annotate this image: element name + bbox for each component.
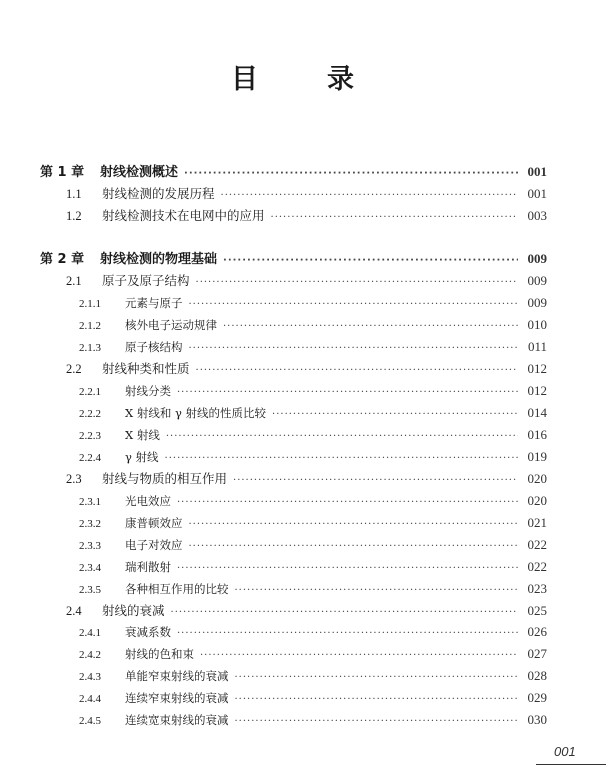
- toc-entry-number: 2.4: [66, 604, 82, 618]
- toc-entry-label: 连续窄束射线的衰减: [125, 691, 229, 705]
- toc-entry-label: 射线检测技术在电网中的应用: [102, 208, 265, 223]
- toc-entry-number: 2.3.2: [79, 518, 101, 530]
- toc-entry-number: 2.2.4: [79, 452, 101, 464]
- toc-entry-page: 001: [527, 164, 547, 179]
- toc-entry-subsection[interactable]: [79, 293, 547, 313]
- toc-entry-page: 026: [527, 624, 547, 639]
- toc-entry-page: 009: [527, 273, 547, 288]
- toc-entry-number: 2.4.2: [79, 649, 101, 661]
- toc-entry-section[interactable]: [66, 359, 547, 379]
- toc-leader-dots: [200, 646, 518, 666]
- toc-entry-subsection[interactable]: [79, 557, 547, 577]
- toc-entry-label: 射线分类: [125, 384, 171, 398]
- toc-entry-label: 连续宽束射线的衰减: [125, 713, 229, 727]
- toc-entry-page: 011: [527, 339, 547, 354]
- toc-leader-dots: [271, 208, 518, 228]
- toc-title-char-1: 目: [231, 64, 258, 95]
- toc-entry-page: 001: [527, 186, 547, 201]
- toc-entry-page: 009: [527, 295, 547, 310]
- toc-leader-dots: [189, 537, 519, 557]
- footer-rule: [536, 764, 606, 765]
- toc-entry-section[interactable]: [66, 184, 547, 204]
- toc-leader-dots: [177, 493, 518, 513]
- toc-entry-label: 射线的色和束: [125, 647, 194, 661]
- toc-entry-number: 2.3: [66, 472, 82, 486]
- toc-entry-page: 021: [527, 515, 547, 530]
- toc-entry-page: 010: [527, 317, 547, 332]
- toc-entry-subsection[interactable]: [79, 622, 547, 642]
- toc-entry-section[interactable]: [66, 469, 547, 489]
- toc-entry-number: 第 1 章: [40, 165, 85, 180]
- toc-entry-number: 2.1.3: [79, 342, 101, 354]
- toc-entry-page: 019: [527, 449, 547, 464]
- toc-entry-subsection[interactable]: [79, 666, 547, 686]
- toc-entry-page: 012: [527, 383, 547, 398]
- toc-leader-dots: [165, 449, 518, 469]
- toc-entry-subsection[interactable]: [79, 535, 547, 555]
- toc-entry-page: 027: [527, 646, 547, 661]
- toc-entry-number: 2.2.3: [79, 430, 101, 442]
- toc-entry-number: 2.1.1: [79, 298, 101, 310]
- toc-entry-label: 各种相互作用的比较: [125, 582, 229, 596]
- toc-entry-page: 016: [527, 427, 547, 442]
- toc-entry-number: 2.3.1: [79, 496, 101, 508]
- toc-entry-subsection[interactable]: [79, 513, 547, 533]
- toc-entry-number: 2.2.1: [79, 386, 101, 398]
- toc-leader-dots: [235, 690, 519, 710]
- toc-leader-dots: [177, 383, 518, 403]
- toc-entry-number: 2.2.2: [79, 408, 101, 420]
- toc-entry-number: 2.1: [66, 274, 82, 288]
- toc-title-char-2: 录: [327, 64, 354, 95]
- toc-entry-subsection[interactable]: [79, 315, 547, 335]
- toc-entry-label: 射线检测概述: [100, 165, 179, 180]
- toc-entry-chapter[interactable]: [40, 249, 547, 269]
- toc-leader-dots: [221, 186, 518, 206]
- toc-entry-label: 单能窄束射线的衰减: [125, 669, 229, 683]
- toc-entry-section[interactable]: [66, 271, 547, 291]
- toc-entry-number: 2.1.2: [79, 320, 101, 332]
- toc-entry-label: 原子及原子结构: [102, 273, 190, 288]
- toc-leader-dots: [189, 515, 519, 535]
- toc-entry-page: 025: [527, 603, 547, 618]
- toc-entry-number: 2.3.5: [79, 584, 101, 596]
- toc-entry-number: 第 2 章: [40, 252, 85, 267]
- toc-entry-page: 012: [527, 361, 547, 376]
- toc-entry-subsection[interactable]: [79, 579, 547, 599]
- toc-entry-page: 020: [527, 493, 547, 508]
- toc-leader-dots: [223, 251, 518, 271]
- toc-entry-number: 2.2: [66, 362, 82, 376]
- toc-entry-subsection[interactable]: [79, 447, 547, 467]
- toc-entry-label: 射线种类和性质: [102, 361, 190, 376]
- toc-entry-label: 康普顿效应: [125, 516, 183, 530]
- toc-entry-number: 2.4.4: [79, 693, 101, 705]
- toc-leader-dots: [196, 361, 518, 381]
- toc-entry-page: 028: [527, 668, 547, 683]
- toc-entry-subsection[interactable]: [79, 403, 547, 423]
- toc-leader-dots: [177, 624, 518, 644]
- toc-entry-page: 022: [527, 537, 547, 552]
- toc-entry-label: 射线检测的发展历程: [102, 186, 215, 201]
- toc-entry-subsection[interactable]: [79, 710, 547, 730]
- toc-entry-page: 009: [527, 251, 547, 266]
- toc-entry-chapter[interactable]: [40, 162, 547, 182]
- toc-entry-label: 核外电子运动规律: [125, 318, 217, 332]
- toc-entry-subsection[interactable]: [79, 491, 547, 511]
- toc-entry-page: 030: [527, 712, 547, 727]
- toc-leader-dots: [189, 339, 519, 359]
- toc-entry-number: 2.4.1: [79, 627, 101, 639]
- toc-leader-dots: [196, 273, 518, 293]
- toc-entry-subsection[interactable]: [79, 688, 547, 708]
- toc-entry-subsection[interactable]: [79, 337, 547, 357]
- toc-entry-label: 射线与物质的相互作用: [102, 471, 228, 486]
- toc-leader-dots: [235, 712, 519, 732]
- toc-leader-dots: [189, 295, 519, 315]
- toc-entry-subsection[interactable]: [79, 644, 547, 664]
- toc-leader-dots: [171, 603, 518, 623]
- toc-leader-dots: [166, 427, 518, 447]
- toc-entry-number: 2.3.3: [79, 540, 101, 552]
- toc-entry-section[interactable]: [66, 206, 547, 226]
- toc-entry-label: 衰减系数: [125, 625, 171, 639]
- toc-entry-page: 003: [527, 208, 547, 223]
- toc-entry-section[interactable]: [66, 601, 547, 621]
- toc-leader-dots: [177, 559, 518, 579]
- toc-leader-dots: [233, 471, 518, 491]
- toc-leader-dots: [223, 317, 518, 337]
- toc-entry-page: 023: [527, 581, 547, 596]
- toc-entry-label: 瑞利散射: [125, 560, 171, 574]
- toc-entry-label: 射线检测的物理基础: [100, 252, 218, 267]
- toc-entry-label: X 射线和 γ 射线的性质比较: [125, 406, 267, 420]
- toc-entry-number: 1.1: [66, 187, 82, 201]
- toc-entry-number: 1.2: [66, 209, 82, 223]
- toc-entry-label: 电子对效应: [125, 538, 183, 552]
- toc-entry-label: X 射线: [125, 428, 160, 442]
- toc-entry-number: 2.3.4: [79, 562, 101, 574]
- page-number: 001: [554, 744, 576, 759]
- toc-leader-dots: [235, 668, 519, 688]
- toc-entry-label: 元素与原子: [125, 296, 183, 310]
- toc-entry-page: 020: [527, 471, 547, 486]
- toc-entry-label: 光电效应: [125, 494, 171, 508]
- toc-entry-number: 2.4.5: [79, 715, 101, 727]
- toc-entry-label: 原子核结构: [125, 340, 183, 354]
- toc-entry-label: γ 射线: [125, 450, 159, 464]
- toc-entry-page: 029: [527, 690, 547, 705]
- toc-entry-page: 014: [527, 405, 547, 420]
- toc-entry-number: 2.4.3: [79, 671, 101, 683]
- toc-entry-label: 射线的衰减: [102, 603, 165, 618]
- toc-leader-dots: [235, 581, 519, 601]
- toc-leader-dots: [184, 164, 518, 184]
- toc-entry-subsection[interactable]: [79, 381, 547, 401]
- toc-entry-page: 022: [527, 559, 547, 574]
- toc-leader-dots: [272, 405, 518, 425]
- toc-entry-subsection[interactable]: [79, 425, 547, 445]
